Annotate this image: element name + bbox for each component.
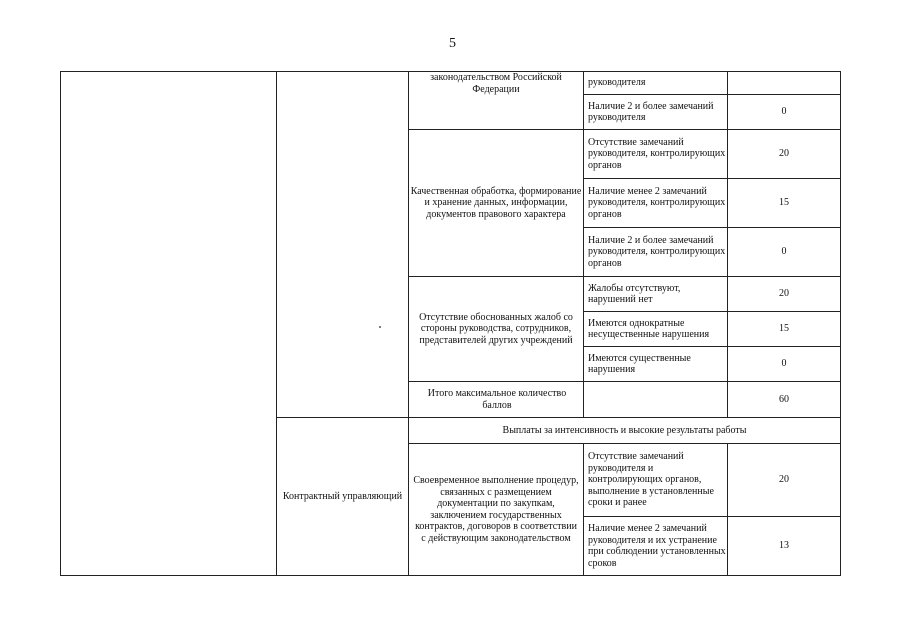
condition-cell: Наличие менее 2 замечаний руководителя и их устранение при соблюдении установленных сроков (588, 523, 726, 569)
condition-cell: Наличие 2 и более замечаний руководителя (588, 100, 714, 123)
condition-cell: Имеются существенные нарушения (588, 352, 691, 375)
condition-cell: руководителя (588, 77, 646, 89)
points-cell: 15 (779, 323, 789, 335)
condition-cell: Жалобы отсутствуют, нарушений нет (588, 282, 681, 305)
criterion-cell: Качественная обработка, формирование и хранение данных, информации, документов правового характера (410, 185, 582, 220)
table-border-bottom (60, 575, 841, 576)
condition-cell: Отсутствие замечаний руководителя и контролирующих органов, выполнение в установленные сроки и ранее (588, 451, 714, 509)
points-cell: 0 (781, 358, 787, 370)
table-border-right (840, 71, 841, 576)
criterion-cell: законодательством Российской Федерации (430, 72, 562, 95)
points-cell: 15 (779, 197, 789, 209)
page-number: 5 (449, 36, 456, 51)
total-points: 60 (779, 393, 789, 405)
section-header: Выплаты за интенсивность и высокие результаты работы (502, 424, 747, 436)
condition-cell: Наличие 2 и более замечаний руководителя, контролирующих органов (588, 234, 726, 269)
points-cell: 20 (779, 288, 789, 300)
column-divider (408, 71, 409, 576)
table-border-left (60, 71, 61, 576)
points-cell: 0 (781, 106, 787, 118)
condition-cell: Отсутствие замечаний руководителя, контролирующих органов (588, 136, 726, 171)
scan-speck (379, 326, 381, 328)
condition-cell: Наличие менее 2 замечаний руководителя, контролирующих органов (588, 185, 726, 220)
points-cell: 0 (781, 246, 787, 258)
points-cell: 20 (779, 474, 789, 486)
criterion-cell: Своевременное выполнение процедур, связанных с размещением документации по закупкам, заключением государственных контрактов, договоров в соответствии с действующим законодательством (413, 475, 579, 544)
points-cell: 20 (779, 148, 789, 160)
points-cell: 13 (779, 540, 789, 552)
condition-cell: Имеются однократные несущественные нарушения (588, 317, 710, 340)
total-label: Итого максимальное количество баллов (427, 388, 567, 411)
position-name: Контрактный управляющий (282, 490, 403, 502)
criterion-cell: Отсутствие обоснованных жалоб со стороны руководства, сотрудников, представителей других учреждений (419, 311, 573, 346)
